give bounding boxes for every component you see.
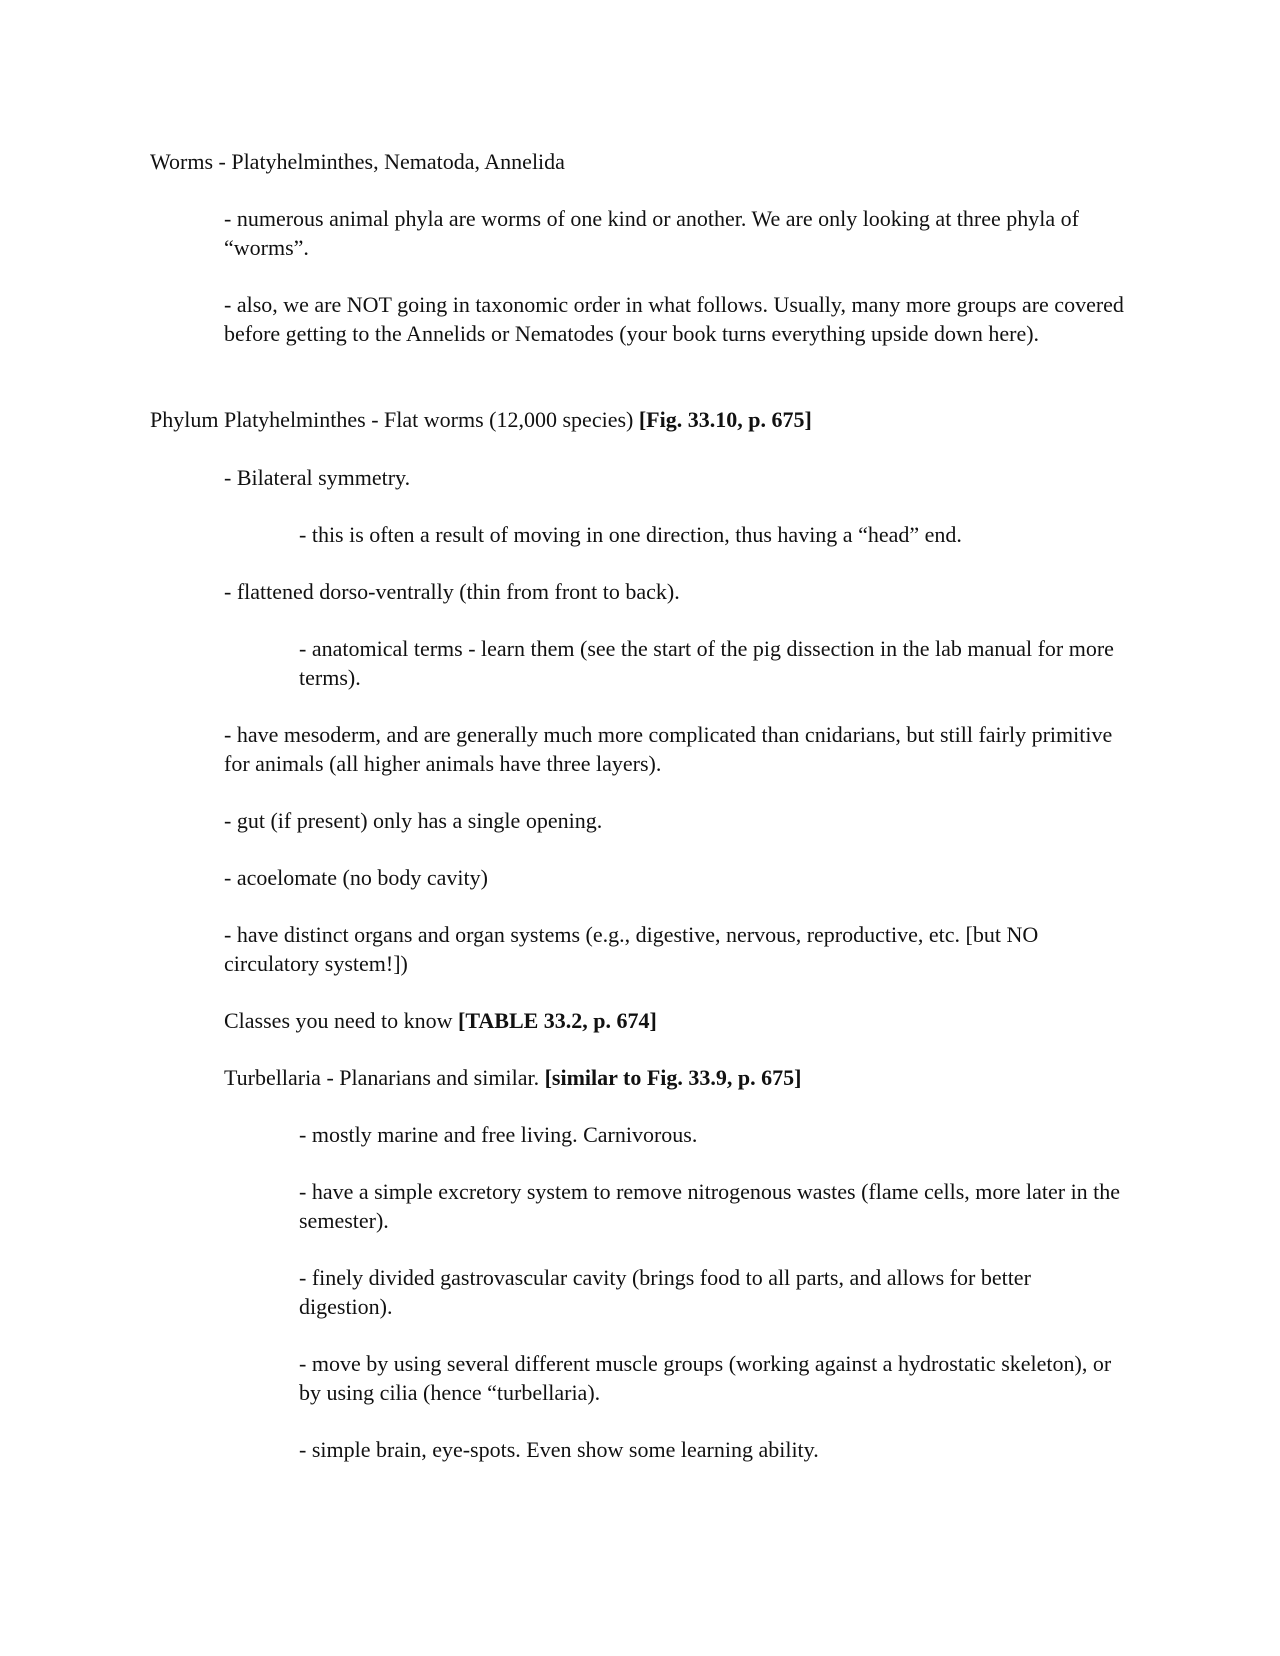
phylum-heading-reference: [Fig. 33.10, p. 675] [638,407,812,432]
classes-heading [224,1006,1124,1035]
turbellaria-item-1: - mostly marine and free living. Carnivorous. [299,1122,698,1147]
anatomical-terms-note: - anatomical terms - learn them (see the start of the pig dissection in the lab manual for more terms). [299,636,1114,690]
gut-item: - gut (if present) only has a single opening. [224,808,603,833]
classes-heading-text: Classes you need to know [224,1008,459,1033]
bilateral-note: - this is often a result of moving in one direction, thus having a “head” end. [299,522,962,547]
turbellaria-item-3: - finely divided gastrovascular cavity (brings food to all parts, and allows for better digestion). [299,1265,1031,1319]
intro-paragraph-1: - numerous animal phyla are worms of one kind or another. We are only looking at three phyla of “worms”. [224,206,1079,260]
mesoderm-item: - have mesoderm, and are generally much more complicated than cnidarians, but still fairly primitive for animals (all higher animals have three layers). [224,722,1113,776]
flattened-item: - flattened dorso-ventrally (thin from front to back). [224,579,680,604]
bilateral-symmetry-item: - Bilateral symmetry. [224,465,411,490]
turbellaria-heading-reference: [similar to Fig. 33.9, p. 675] [544,1065,802,1090]
acoelomate-item: - acoelomate (no body cavity) [224,865,488,890]
phylum-heading-text: Phylum Platyhelminthes - Flat worms (12,000 species) [150,407,639,432]
turbellaria-heading-text: Turbellaria - Planarians and similar. [224,1065,545,1090]
phylum-heading [150,405,1130,434]
page-title-text: Worms - Platyhelminthes, Nematoda, Annelida [150,149,565,174]
classes-heading-reference: [TABLE 33.2, p. 674] [458,1008,657,1033]
organs-item: - have distinct organs and organ systems (e.g., digestive, nervous, reproductive, etc. [but NO circulatory system!]) [224,922,1039,976]
turbellaria-item-5: - simple brain, eye-spots. Even show some learning ability. [299,1437,819,1462]
turbellaria-heading [224,1063,1124,1092]
turbellaria-item-2: - have a simple excretory system to remove nitrogenous wastes (flame cells, more later in the semester). [299,1179,1121,1233]
page-title [150,147,1130,176]
intro-paragraph-2: - also, we are NOT going in taxonomic order in what follows. Usually, many more groups are covered before getting to the Annelids or Nematodes (your book turns everything upside down here). [224,292,1124,346]
turbellaria-item-4: - move by using several different muscle groups (working against a hydrostatic skeleton), or by using cilia (hence “turbellaria). [299,1351,1112,1405]
